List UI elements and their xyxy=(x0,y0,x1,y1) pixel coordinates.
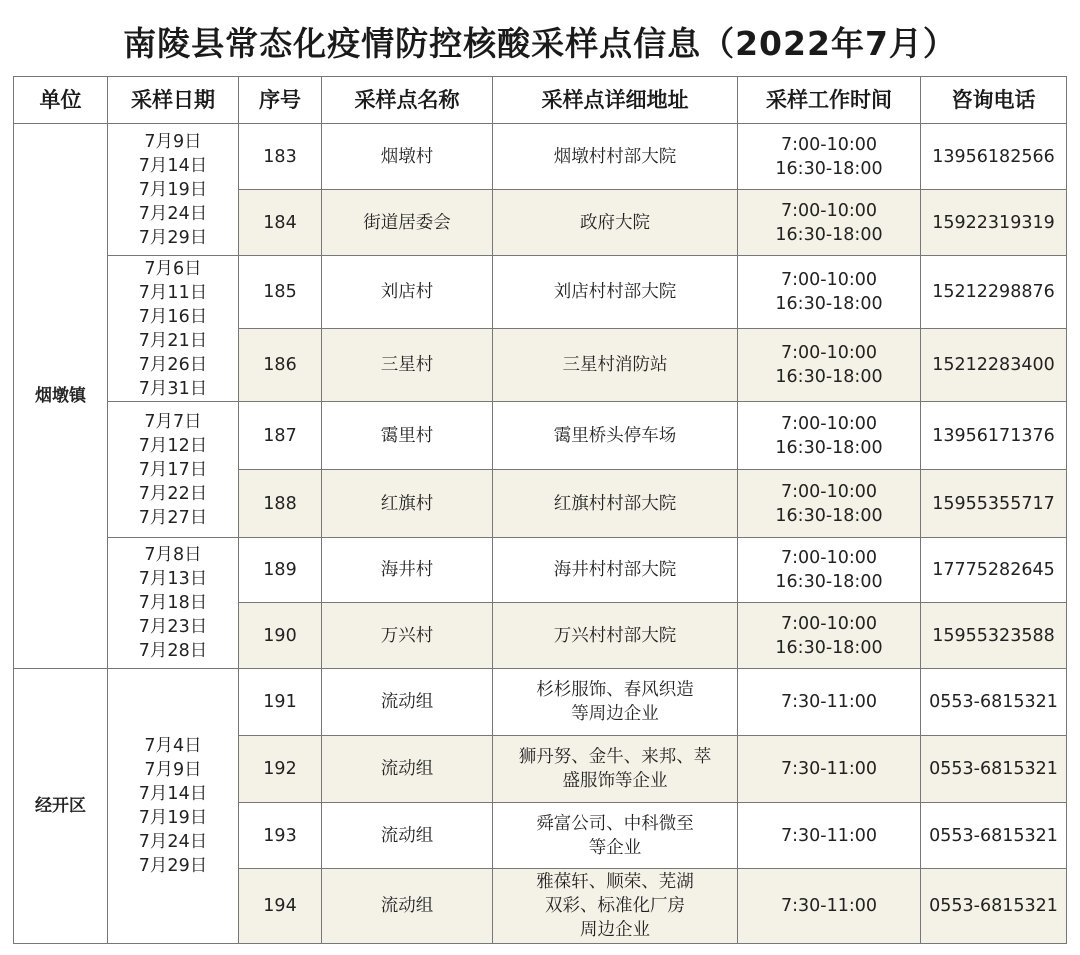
table-row xyxy=(14,402,1067,470)
header-date: 采样日期 xyxy=(108,77,239,124)
address-cell: 红旗村村部大院 xyxy=(493,470,738,538)
header-hours: 采样工作时间 xyxy=(738,77,921,124)
hours-cell: 7:00-10:00 16:30-18:00 xyxy=(738,470,921,538)
address-cell: 政府大院 xyxy=(493,190,738,256)
hours-cell: 7:00-10:00 16:30-18:00 xyxy=(738,190,921,256)
phone-cell: 15955355717 xyxy=(921,470,1067,538)
site-name-cell: 流动组 xyxy=(322,869,493,944)
site-name-cell: 烟墩村 xyxy=(322,124,493,190)
address-cell: 烟墩村村部大院 xyxy=(493,124,738,190)
date-cell: 7月9日 7月14日 7月19日 7月24日 7月29日 xyxy=(108,124,239,256)
hours-cell: 7:00-10:00 16:30-18:00 xyxy=(738,402,921,470)
date-cell: 7月6日 7月11日 7月16日 7月21日 7月26日 7月31日 xyxy=(108,256,239,402)
hours-cell: 7:00-10:00 16:30-18:00 xyxy=(738,256,921,329)
number-cell: 194 xyxy=(239,869,322,944)
unit-cell: 烟墩镇 xyxy=(14,124,108,669)
hours-cell: 7:30-11:00 xyxy=(738,669,921,736)
page-title: 南陵县常态化疫情防控核酸采样点信息（2022年7月） xyxy=(123,24,957,63)
date-cell: 7月4日 7月9日 7月14日 7月19日 7月24日 7月29日 xyxy=(108,669,239,944)
address-cell: 舜富公司、中科微至 等企业 xyxy=(493,803,738,869)
number-cell: 186 xyxy=(239,329,322,402)
date-cell: 7月8日 7月13日 7月18日 7月23日 7月28日 xyxy=(108,538,239,669)
address-cell: 海井村村部大院 xyxy=(493,538,738,603)
number-cell: 192 xyxy=(239,736,322,803)
number-cell: 185 xyxy=(239,256,322,329)
phone-cell: 0553-6815321 xyxy=(921,669,1067,736)
phone-cell: 13956171376 xyxy=(921,402,1067,470)
table-row xyxy=(14,538,1067,603)
site-name-cell: 街道居委会 xyxy=(322,190,493,256)
date-cell: 7月7日 7月12日 7月17日 7月22日 7月27日 xyxy=(108,402,239,538)
site-name-cell: 刘店村 xyxy=(322,256,493,329)
address-cell: 狮丹努、金牛、来邦、萃 盛服饰等企业 xyxy=(493,736,738,803)
hours-cell: 7:00-10:00 16:30-18:00 xyxy=(738,603,921,669)
number-cell: 191 xyxy=(239,669,322,736)
address-cell: 雅葆轩、顺荣、芜湖 双彩、标准化厂房 周边企业 xyxy=(493,869,738,944)
sampling-site-table xyxy=(13,76,1067,944)
table-row xyxy=(14,256,1067,329)
header-site-name: 采样点名称 xyxy=(322,77,493,124)
number-cell: 184 xyxy=(239,190,322,256)
address-cell: 杉杉服饰、春风织造 等周边企业 xyxy=(493,669,738,736)
number-cell: 189 xyxy=(239,538,322,603)
number-cell: 190 xyxy=(239,603,322,669)
table-row xyxy=(14,669,1067,736)
phone-cell: 0553-6815321 xyxy=(921,803,1067,869)
phone-cell: 0553-6815321 xyxy=(921,869,1067,944)
site-name-cell: 三星村 xyxy=(322,329,493,402)
header-phone: 咨询电话 xyxy=(921,77,1067,124)
site-name-cell: 红旗村 xyxy=(322,470,493,538)
hours-cell: 7:00-10:00 16:30-18:00 xyxy=(738,329,921,402)
table-header-row xyxy=(14,77,1067,124)
number-cell: 187 xyxy=(239,402,322,470)
hours-cell: 7:30-11:00 xyxy=(738,869,921,944)
table-row xyxy=(14,124,1067,190)
site-name-cell: 流动组 xyxy=(322,803,493,869)
site-name-cell: 霭里村 xyxy=(322,402,493,470)
address-cell: 万兴村村部大院 xyxy=(493,603,738,669)
phone-cell: 15212283400 xyxy=(921,329,1067,402)
number-cell: 183 xyxy=(239,124,322,190)
address-cell: 霭里桥头停车场 xyxy=(493,402,738,470)
number-cell: 193 xyxy=(239,803,322,869)
hours-cell: 7:30-11:00 xyxy=(738,736,921,803)
hours-cell: 7:00-10:00 16:30-18:00 xyxy=(738,538,921,603)
site-name-cell: 海井村 xyxy=(322,538,493,603)
phone-cell: 15922319319 xyxy=(921,190,1067,256)
phone-cell: 0553-6815321 xyxy=(921,736,1067,803)
header-number: 序号 xyxy=(239,77,322,124)
number-cell: 188 xyxy=(239,470,322,538)
hours-cell: 7:30-11:00 xyxy=(738,803,921,869)
header-address: 采样点详细地址 xyxy=(493,77,738,124)
phone-cell: 15212298876 xyxy=(921,256,1067,329)
address-cell: 刘店村村部大院 xyxy=(493,256,738,329)
phone-cell: 15955323588 xyxy=(921,603,1067,669)
header-unit: 单位 xyxy=(14,77,108,124)
hours-cell: 7:00-10:00 16:30-18:00 xyxy=(738,124,921,190)
unit-cell: 经开区 xyxy=(14,669,108,944)
site-name-cell: 流动组 xyxy=(322,669,493,736)
phone-cell: 17775282645 xyxy=(921,538,1067,603)
phone-cell: 13956182566 xyxy=(921,124,1067,190)
address-cell: 三星村消防站 xyxy=(493,329,738,402)
site-name-cell: 万兴村 xyxy=(322,603,493,669)
site-name-cell: 流动组 xyxy=(322,736,493,803)
